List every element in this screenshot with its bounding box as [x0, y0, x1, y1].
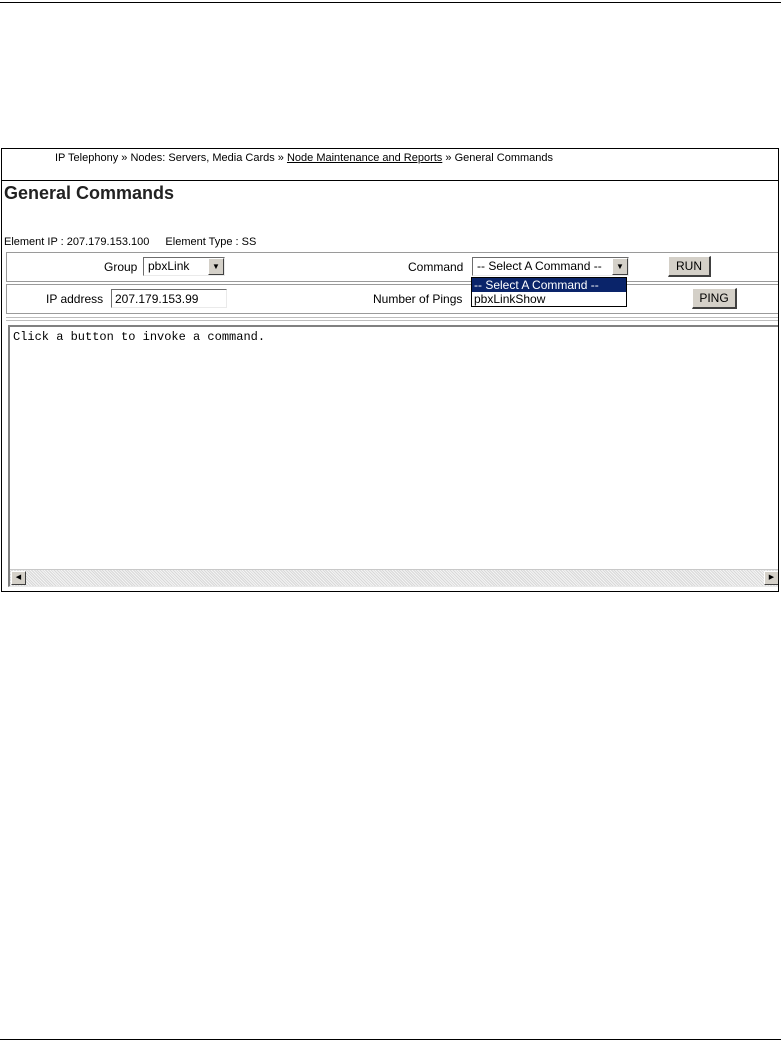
- page-bottom-rule: [0, 1039, 781, 1040]
- command-option-pbxlinkshow[interactable]: pbxLinkShow: [474, 292, 546, 306]
- scroll-right-icon[interactable]: ▶: [764, 571, 779, 585]
- horizontal-scrollbar[interactable]: [10, 569, 779, 586]
- output-divider: [6, 317, 779, 318]
- breadcrumb: [55, 152, 553, 164]
- command-select-value: -- Select A Command --: [477, 259, 602, 273]
- ping-row: [6, 284, 779, 314]
- breadcrumb-general-commands: General Commands: [454, 152, 553, 164]
- element-ip: Element IP : 207.179.153.100: [4, 236, 150, 248]
- element-type: Element Type : SS: [165, 236, 257, 248]
- group-label: Group: [104, 260, 138, 274]
- ip-address-input[interactable]: [111, 289, 227, 308]
- chevron-down-icon: ▼: [612, 258, 628, 275]
- command-output-area[interactable]: [8, 325, 779, 587]
- group-select[interactable]: [143, 257, 225, 276]
- command-dropdown-list: [471, 277, 627, 307]
- command-select[interactable]: [472, 257, 629, 276]
- ping-button[interactable]: PING: [692, 288, 737, 309]
- command-option-select[interactable]: -- Select A Command --: [472, 278, 626, 292]
- run-button[interactable]: RUN: [668, 256, 711, 277]
- output-divider: [6, 320, 779, 321]
- page-title: General Commands: [4, 183, 175, 203]
- number-of-pings-label: Number of Pings: [373, 292, 463, 306]
- output-text: Click a button to invoke a command.: [13, 330, 266, 344]
- page-top-rule: [0, 2, 781, 3]
- breadcrumb-separator: »: [445, 152, 452, 164]
- breadcrumb-node-maintenance-link[interactable]: Node Maintenance and Reports: [286, 152, 443, 164]
- general-commands-window: [1, 148, 779, 592]
- command-row: [6, 252, 779, 282]
- breadcrumb-separator: »: [121, 152, 128, 164]
- group-select-value: pbxLink: [148, 259, 190, 273]
- element-info: [4, 236, 269, 248]
- ip-address-label: IP address: [46, 292, 104, 306]
- breadcrumb-nodes: Nodes: Servers, Media Cards: [130, 152, 275, 164]
- scroll-left-icon[interactable]: ◀: [11, 571, 26, 585]
- breadcrumb-separator: »: [277, 152, 284, 164]
- command-label: Command: [408, 260, 464, 274]
- chevron-down-icon: ▼: [208, 258, 224, 275]
- breadcrumb-divider: [2, 180, 778, 181]
- breadcrumb-ip-telephony: IP Telephony: [55, 152, 119, 164]
